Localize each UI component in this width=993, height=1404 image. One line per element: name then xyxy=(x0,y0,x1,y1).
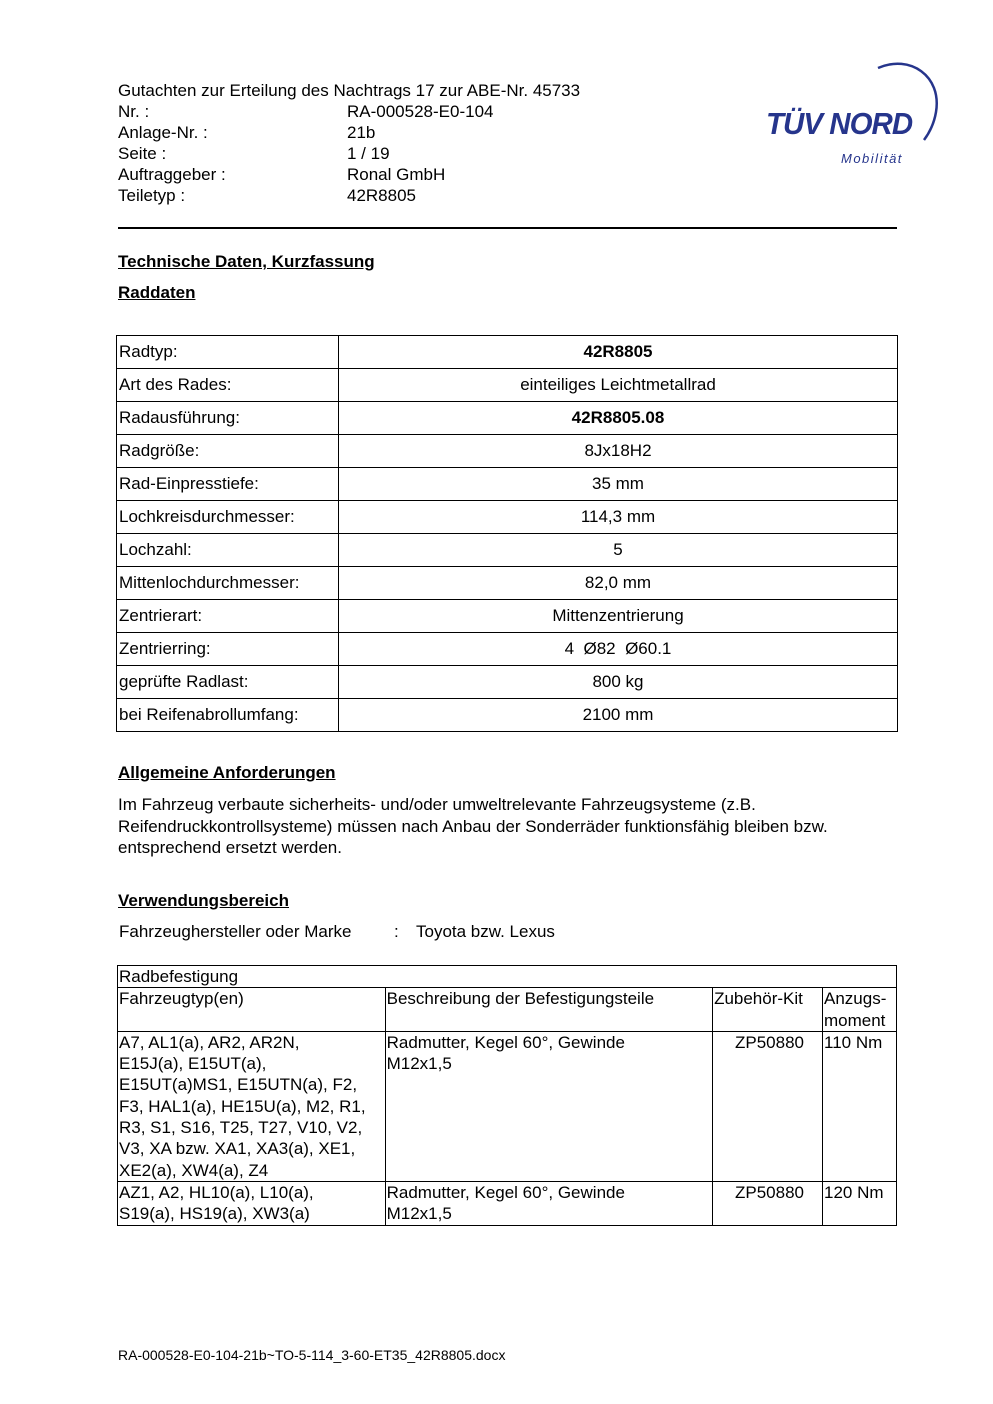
header-divider xyxy=(118,227,897,229)
header-row-auftraggeber xyxy=(118,164,738,185)
logo-brand: TÜV NORD xyxy=(766,106,913,141)
header-value: 21b xyxy=(347,123,376,142)
manufacturer-label: Fahrzeughersteller oder Marke xyxy=(119,922,352,941)
torque-value: 110 Nm xyxy=(823,1031,897,1181)
header-row-nr xyxy=(118,101,738,122)
column-header: Beschreibung der Befestigungsteile xyxy=(385,988,712,1032)
header-label: Anlage-Nr. : xyxy=(118,123,208,142)
raddaten-table xyxy=(116,335,898,732)
table-header-row xyxy=(118,988,897,1032)
row-label: Radtyp: xyxy=(117,336,339,369)
fastener-description: Radmutter, Kegel 60°, Gewinde M12x1,5 xyxy=(385,1181,712,1225)
torque-value: 120 Nm xyxy=(823,1181,897,1225)
row-label: Rad-Einpresstiefe: xyxy=(117,468,339,501)
header-row-teiletyp xyxy=(118,185,738,206)
header-row-seite xyxy=(118,143,738,164)
table-row xyxy=(117,369,898,402)
header-label: Seite : xyxy=(118,144,167,163)
allgemeine-paragraph xyxy=(118,794,898,859)
column-header: Anzugs- moment xyxy=(823,988,897,1032)
table-row xyxy=(117,600,898,633)
manufacturer-value: Toyota bzw. Lexus xyxy=(416,922,555,941)
vehicle-types: AZ1, A2, HL10(a), L10(a), S19(a), HS19(a), XW3(a) xyxy=(118,1181,386,1225)
table-row xyxy=(117,534,898,567)
logo-subtitle: Mobilität xyxy=(841,151,903,166)
row-value: 8Jx18H2 xyxy=(339,435,898,468)
header-row-anlage xyxy=(118,122,738,143)
table-title: Radbefestigung xyxy=(118,966,897,988)
row-value: 4 Ø82 Ø60.1 xyxy=(339,633,898,666)
header-value: RA-000528-E0-104 xyxy=(347,102,494,121)
row-label: bei Reifenabrollumfang: xyxy=(117,699,339,732)
document-title: Gutachten zur Erteilung des Nachtrags 17 zur ABE-Nr. 45733 xyxy=(118,81,581,100)
table-row xyxy=(118,1181,897,1225)
row-value: einteiliges Leichtmetallrad xyxy=(339,369,898,402)
row-label: Zentrierring: xyxy=(117,633,339,666)
radbefestigung-table xyxy=(117,965,897,1226)
row-value: 800 kg xyxy=(339,666,898,699)
tuv-nord-logo xyxy=(760,56,945,176)
row-label: Lochzahl: xyxy=(117,534,339,567)
column-header: Fahrzeugtyp(en) xyxy=(118,988,386,1032)
row-label: Zentrierart: xyxy=(117,600,339,633)
document-header xyxy=(118,80,738,206)
row-value: 82,0 mm xyxy=(339,567,898,600)
table-row xyxy=(117,468,898,501)
column-header: Zubehör-Kit xyxy=(713,988,823,1032)
header-value: 42R8805 xyxy=(347,186,417,205)
table-row xyxy=(117,402,898,435)
fastener-description: Radmutter, Kegel 60°, Gewinde M12x1,5 xyxy=(385,1031,712,1181)
section-heading-raddaten: Raddaten xyxy=(118,283,196,302)
row-label: Radausführung: xyxy=(117,402,339,435)
row-value: 5 xyxy=(339,534,898,567)
header-label: Nr. : xyxy=(118,102,150,121)
header-value: 1 / 19 xyxy=(347,144,390,163)
row-value: 42R8805.08 xyxy=(339,402,898,435)
section-heading-verwendung: Verwendungsbereich xyxy=(118,891,289,910)
table-row xyxy=(117,501,898,534)
accessory-kit: ZP50880 xyxy=(713,1181,823,1225)
paragraph-line: Im Fahrzeug verbaute sicherheits- und/oder umweltrelevante Fahrzeugsysteme (z.B. xyxy=(118,795,756,814)
accessory-kit: ZP50880 xyxy=(713,1031,823,1181)
row-value: 2100 mm xyxy=(339,699,898,732)
table-row xyxy=(117,699,898,732)
row-label: Art des Rades: xyxy=(117,369,339,402)
row-label: geprüfte Radlast: xyxy=(117,666,339,699)
header-label: Auftraggeber : xyxy=(118,165,226,184)
row-value: 35 mm xyxy=(339,468,898,501)
table-row xyxy=(117,666,898,699)
vehicle-types: A7, AL1(a), AR2, AR2N, E15J(a), E15UT(a), E15UT(a)MS1, E15UTN(a), F2, F3, HAL1(a), HE15U(a), M2, R1, R3, S1, S16, T25, T27, V10, V2, V3, XA bzw. XA1, XA3(a), XE1, XE2(a), XW4(a), Z4 xyxy=(118,1031,386,1181)
table-row xyxy=(117,567,898,600)
header-label: Teiletyp : xyxy=(118,186,186,205)
table-row xyxy=(117,633,898,666)
row-value: 114,3 mm xyxy=(339,501,898,534)
section-heading-allgemeine: Allgemeine Anforderungen xyxy=(118,763,336,782)
row-label: Mittenlochdurchmesser: xyxy=(117,567,339,600)
header-value: Ronal GmbH xyxy=(347,165,446,184)
manufacturer-separator: : xyxy=(394,922,399,941)
table-title-row xyxy=(118,966,897,988)
table-row xyxy=(118,1031,897,1181)
row-label: Radgröße: xyxy=(117,435,339,468)
footer-filename: RA-000528-E0-104-21b~TO-5-114_3-60-ET35_42R8805.docx xyxy=(118,1347,506,1363)
row-value: 42R8805 xyxy=(339,336,898,369)
paragraph-line: Reifendruckkontrollsysteme) müssen nach Anbau der Sonderräder funktionsfähig bleiben bzw. xyxy=(118,816,828,836)
paragraph-line: entsprechend ersetzt werden. xyxy=(118,838,342,857)
table-row xyxy=(117,336,898,369)
table-row xyxy=(117,435,898,468)
row-label: Lochkreisdurchmesser: xyxy=(117,501,339,534)
manufacturer-line xyxy=(119,922,555,942)
section-heading-tech: Technische Daten, Kurzfassung xyxy=(118,252,375,271)
row-value: Mittenzentrierung xyxy=(339,600,898,633)
